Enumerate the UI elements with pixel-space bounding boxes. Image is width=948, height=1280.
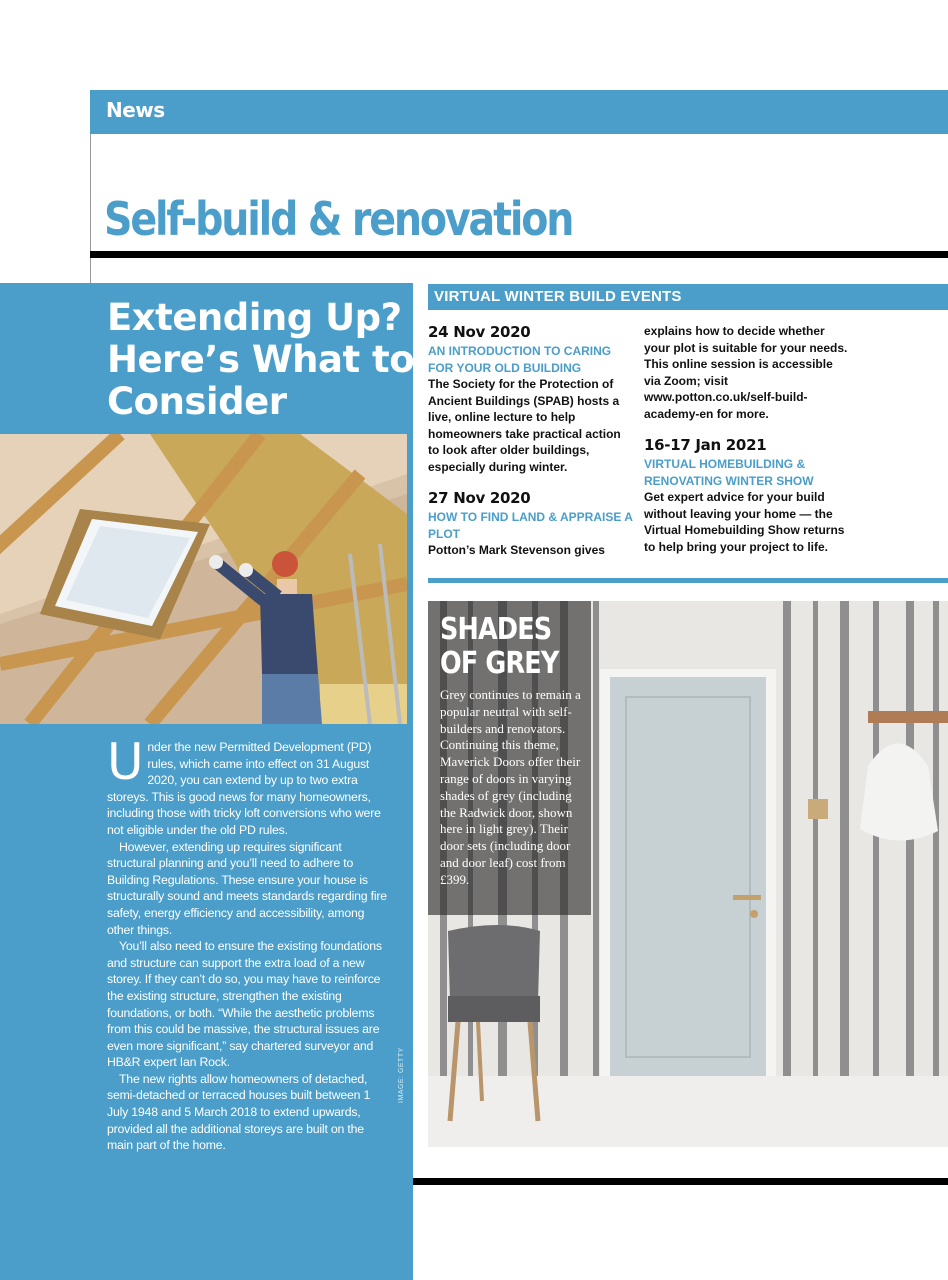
article-headline (107, 297, 414, 423)
article-body (107, 733, 387, 1154)
dropcap: U (107, 733, 144, 791)
attic-insulation-photo (0, 434, 407, 724)
article-paragraph: Under the new Permitted Development (PD) rules, which came into effect on 31 August 2020, you can extend by up to two extra storeys. This is good news for many homeowners, including those with tricky loft conversions who were not eligible under the old PD rules. (107, 733, 381, 837)
image-credit: IMAGE: GETTY (398, 1047, 405, 1103)
event-title: HOW TO FIND LAND & APPRAISE A PLOT (428, 510, 633, 541)
article-paragraph: You’ll also need to ensure the existing foundations and structure can support the extra load of a new storey. If they can’t do so, you may have to reinforce the existing structure, strengthen the existing foundations, or both. “While the aesthetic problems from this could be massive, the structural issues are even more significant,” say chartered surveyor and HB&R expert Ian Rock. (107, 939, 382, 1070)
event-item (644, 436, 849, 555)
events-column-left (428, 323, 633, 573)
headline-line: Consider (107, 380, 287, 423)
event-description: explains how to decide whether your plot is suitable for your needs. This online session is accessible via Zoom; visit www.potton.co.uk/self-build-academy-en for more. (644, 324, 848, 421)
title-rule (90, 251, 948, 258)
shades-of-grey-panel (428, 601, 591, 915)
section-label: News (106, 98, 165, 122)
margin-line (90, 134, 91, 284)
shades-title-line: OF GREY (440, 646, 559, 681)
event-item (428, 323, 633, 475)
headline-line: Extending Up? (107, 296, 402, 339)
event-description: Get expert advice for your build without leaving your home — the Virtual Homebuilding Show returns to help bring your project to life. (644, 490, 845, 554)
event-date: 24 Nov 2020 (428, 323, 531, 341)
article-panel (0, 283, 413, 1280)
shades-description: Grey continues to remain a popular neutral with self-builders and renovators. Continuing this theme, Maverick Doors offer their range of doors in varying shades of grey (including the Radwick door, shown here in light grey). Their door sets (including door and door leaf) cost from £399. (440, 687, 581, 887)
events-heading: VIRTUAL WINTER BUILD EVENTS (434, 288, 682, 305)
event-description: Potton’s Mark Stevenson gives (428, 543, 605, 557)
events-rule (428, 578, 948, 583)
event-date: 16-17 Jan 2021 (644, 436, 767, 454)
event-title: VIRTUAL HOMEBUILDING & RENOVATING WINTER SHOW (644, 457, 814, 488)
events-column-right (644, 323, 849, 569)
bottom-rule (413, 1178, 948, 1185)
events-heading-bar (428, 284, 948, 310)
shades-title (440, 613, 558, 681)
article-paragraph: However, extending up requires significant structural planning and you’ll need to adhere to Building Regulations. These ensure your house is structurally sound and meets standards regarding fire safety, energy efficiency and accessibility, among other things. (107, 839, 387, 937)
event-description: The Society for the Protection of Ancient Buildings (SPAB) hosts a live, online lecture to help homeowners take practical action to look after older buildings, especially during winter. (428, 377, 621, 474)
event-item (644, 323, 849, 422)
page-title: Self-build & renovation (104, 192, 573, 246)
event-title: AN INTRODUCTION TO CARING FOR YOUR OLD BUILDING (428, 344, 612, 375)
shades-title-line: SHADES (440, 612, 552, 647)
news-section-bar (90, 90, 948, 134)
event-date: 27 Nov 2020 (428, 489, 531, 507)
event-item (428, 489, 633, 559)
article-paragraph: The new rights allow homeowners of detached, semi-detached or terraced houses built between 1 July 1948 and 5 March 2018 to extend upwards, provided all the additional storeys are built on the main part of the home. (107, 1071, 371, 1153)
headline-line: Here’s What to (107, 338, 415, 381)
